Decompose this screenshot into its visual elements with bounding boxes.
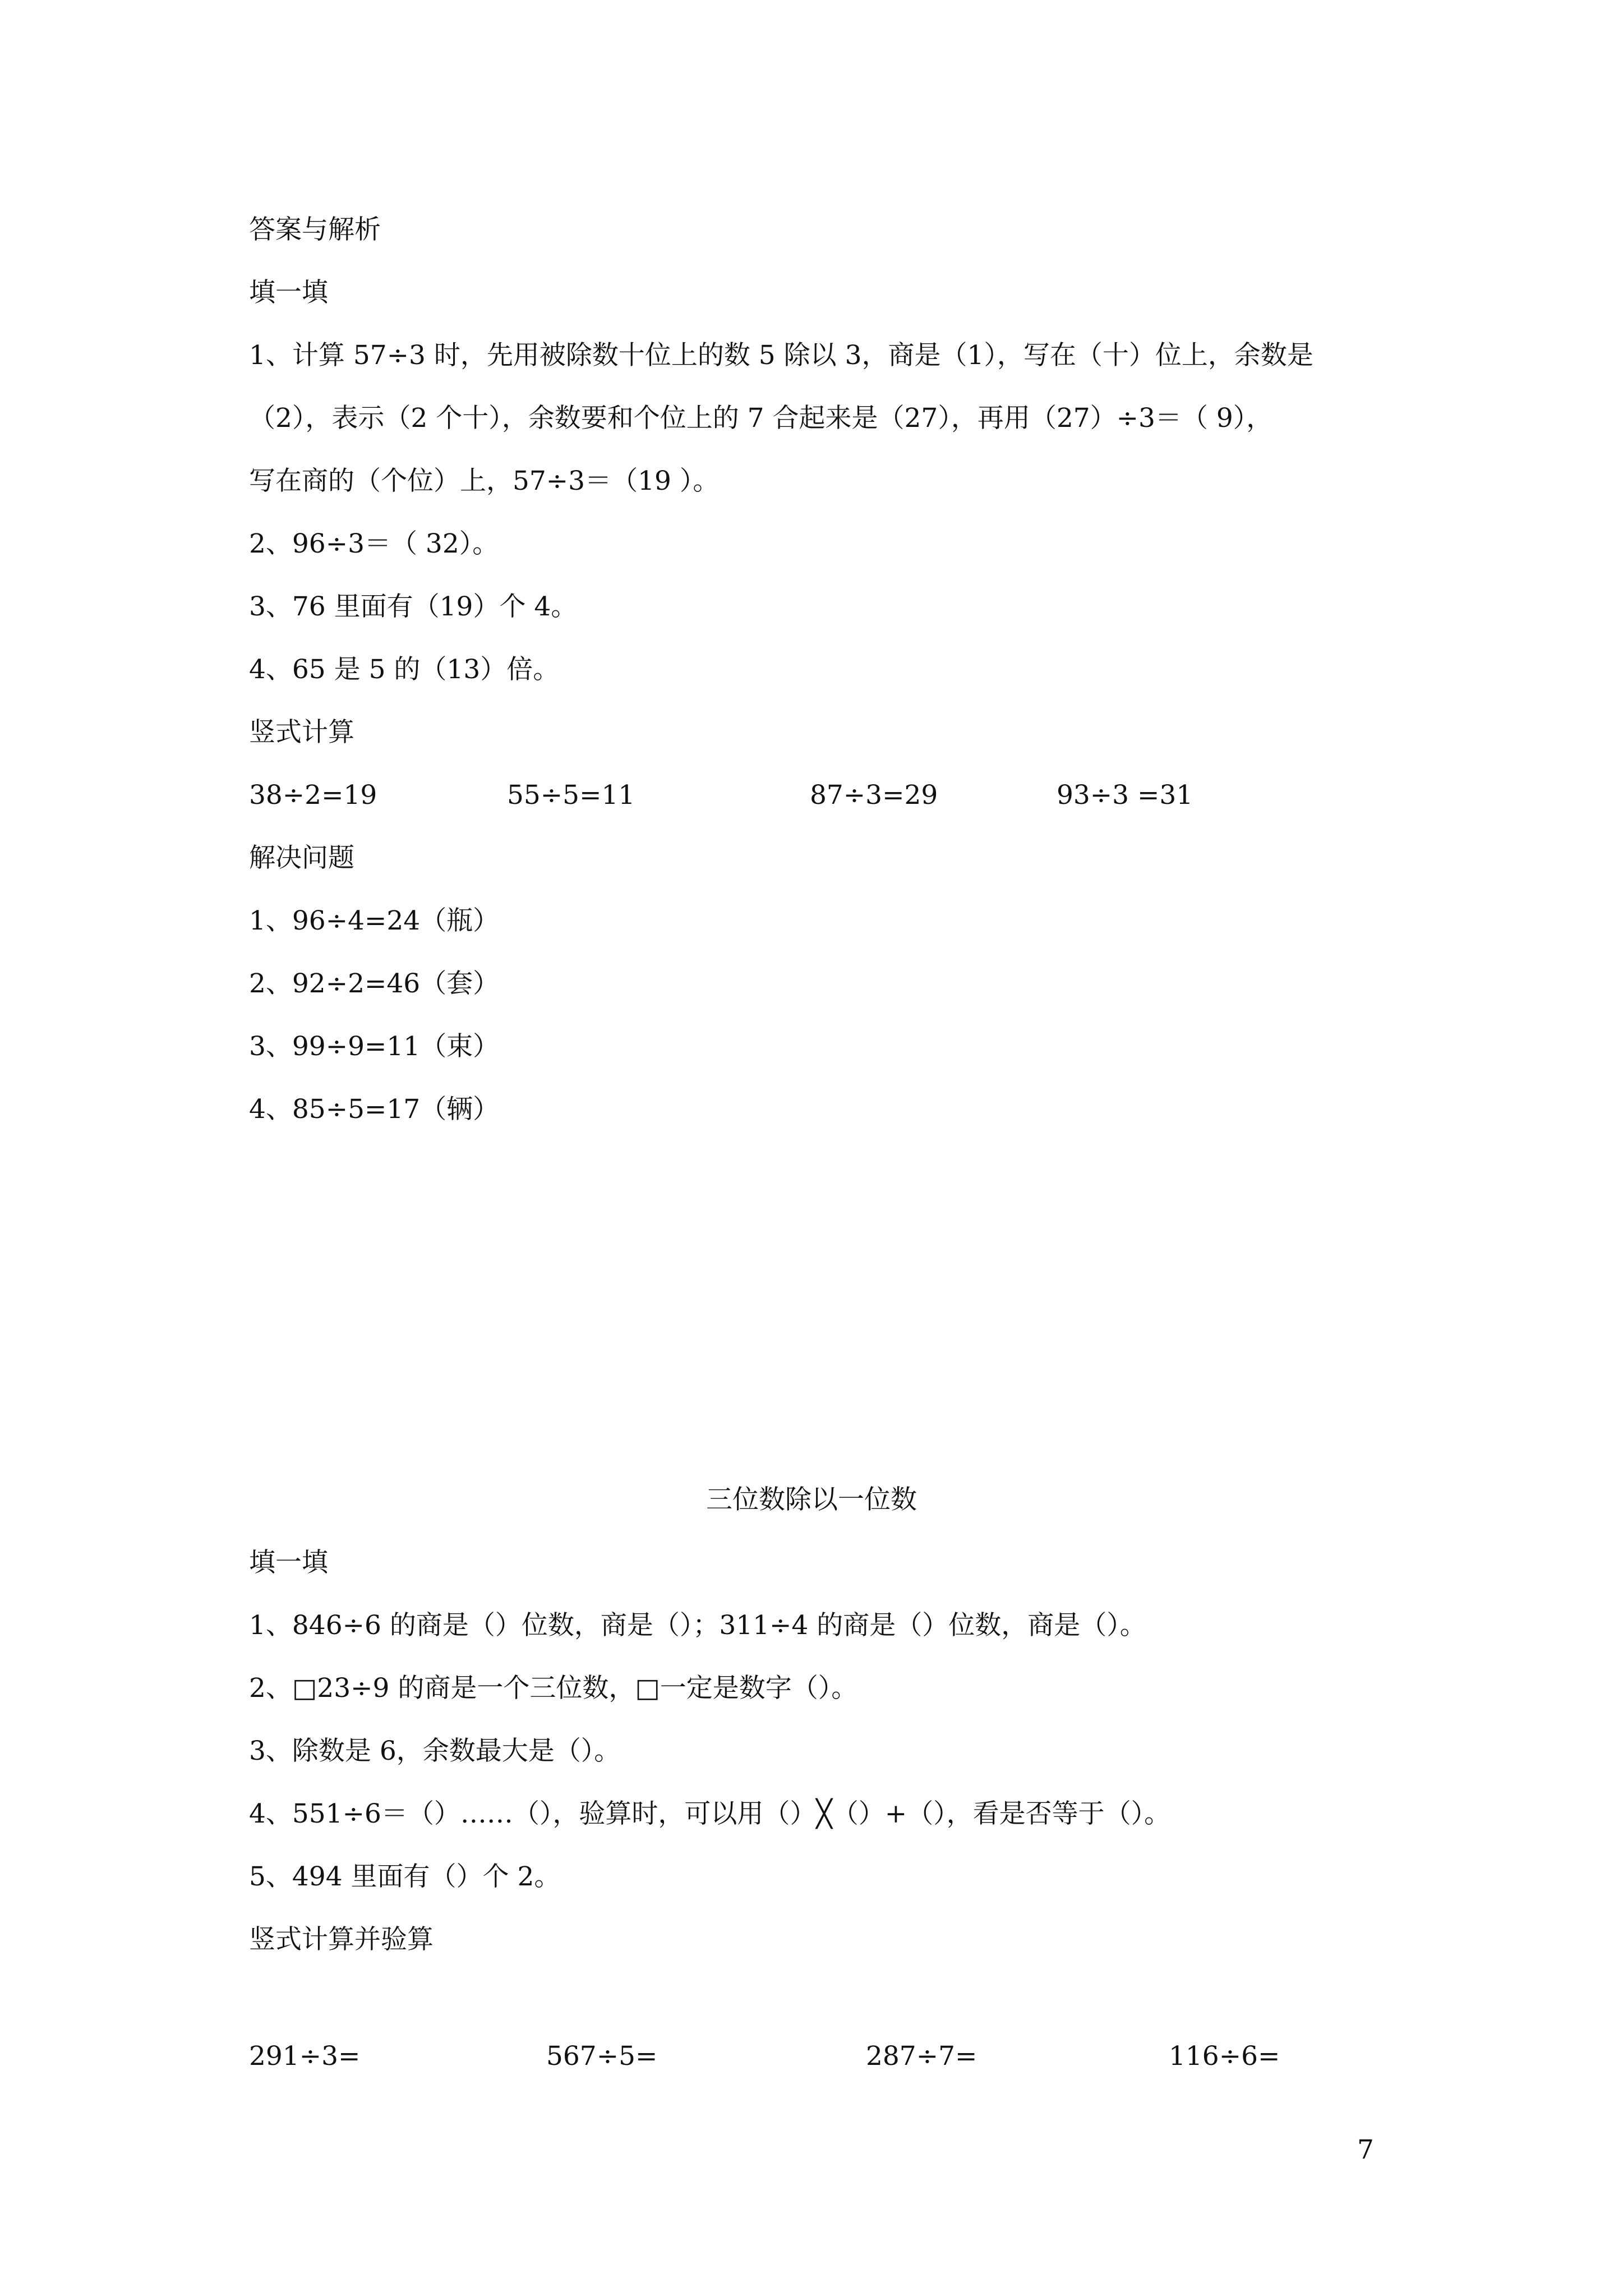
answers-fill-item-3: 3、76 里面有（19）个 4。 [249,591,578,622]
exercise-title: 三位数除以一位数 [706,1484,917,1515]
answers-vertical-item-4: 93÷3 =31 [1057,780,1193,811]
exercise-fill-section: 填一填 [249,1547,328,1578]
answers-fill-item-1a: 1、计算 57÷3 时，先用被除数十位上的数 5 除以 3，商是（1），写在（十）位上，余数是 [249,340,1313,371]
answers-fill-item-4: 4、65 是 5 的（13）倍。 [249,654,560,685]
answers-vertical-item-1: 38÷2=19 [249,780,377,811]
exercise-fill-item-3: 3、除数是 6，余数最大是（）。 [249,1736,621,1766]
exercise-vertical-item-1: 291÷3= [249,2041,361,2072]
exercise-fill-item-4: 4、551÷6＝（）……（），验算时，可以用（）╳（）+（），看是否等于（）。 [249,1798,1171,1829]
exercise-fill-item-2: 2、□23÷9 的商是一个三位数，□一定是数字（）。 [249,1673,858,1704]
answers-fill-item-1b: （2），表示（2 个十），余数要和个位上的 7 合起来是（27），再用（27）÷3＝（ 9）， [249,403,1273,434]
answers-problem-item-2: 2、92÷2=46（套） [249,968,500,999]
page-number: 7 [1357,2134,1374,2165]
exercise-vertical-item-4: 116÷6= [1169,2041,1280,2072]
exercise-fill-item-5: 5、494 里面有（）个 2。 [249,1861,561,1892]
answers-vertical-section: 竖式计算 [249,717,354,748]
exercise-fill-item-1: 1、846÷6 的商是（）位数，商是（）；311÷4 的商是（）位数，商是（）。 [249,1610,1146,1641]
exercise-vertical-row [0,2040,1623,2073]
answers-heading: 答案与解析 [249,214,381,245]
answers-vertical-item-2: 55÷5=11 [507,780,635,811]
answers-problem-item-1: 1、96÷4=24（瓶） [249,905,500,936]
answers-fill-item-2: 2、96÷3＝（ 32）。 [249,528,499,559]
answers-problem-section: 解决问题 [249,843,354,873]
answers-problem-item-3: 3、99÷9=11（束） [249,1031,500,1062]
answers-vertical-row [0,779,1623,812]
answers-problem-item-4: 4、85÷5=17（辆） [249,1094,500,1125]
exercise-vertical-section: 竖式计算并验算 [249,1924,434,1955]
answers-vertical-item-3: 87÷3=29 [810,780,938,811]
answers-fill-item-1c: 写在商的（个位）上，57÷3＝（19 ）。 [249,466,720,496]
answers-fill-section: 填一填 [249,277,328,308]
exercise-vertical-item-3: 287÷7= [866,2041,978,2072]
exercise-vertical-item-2: 567÷5= [546,2041,658,2072]
